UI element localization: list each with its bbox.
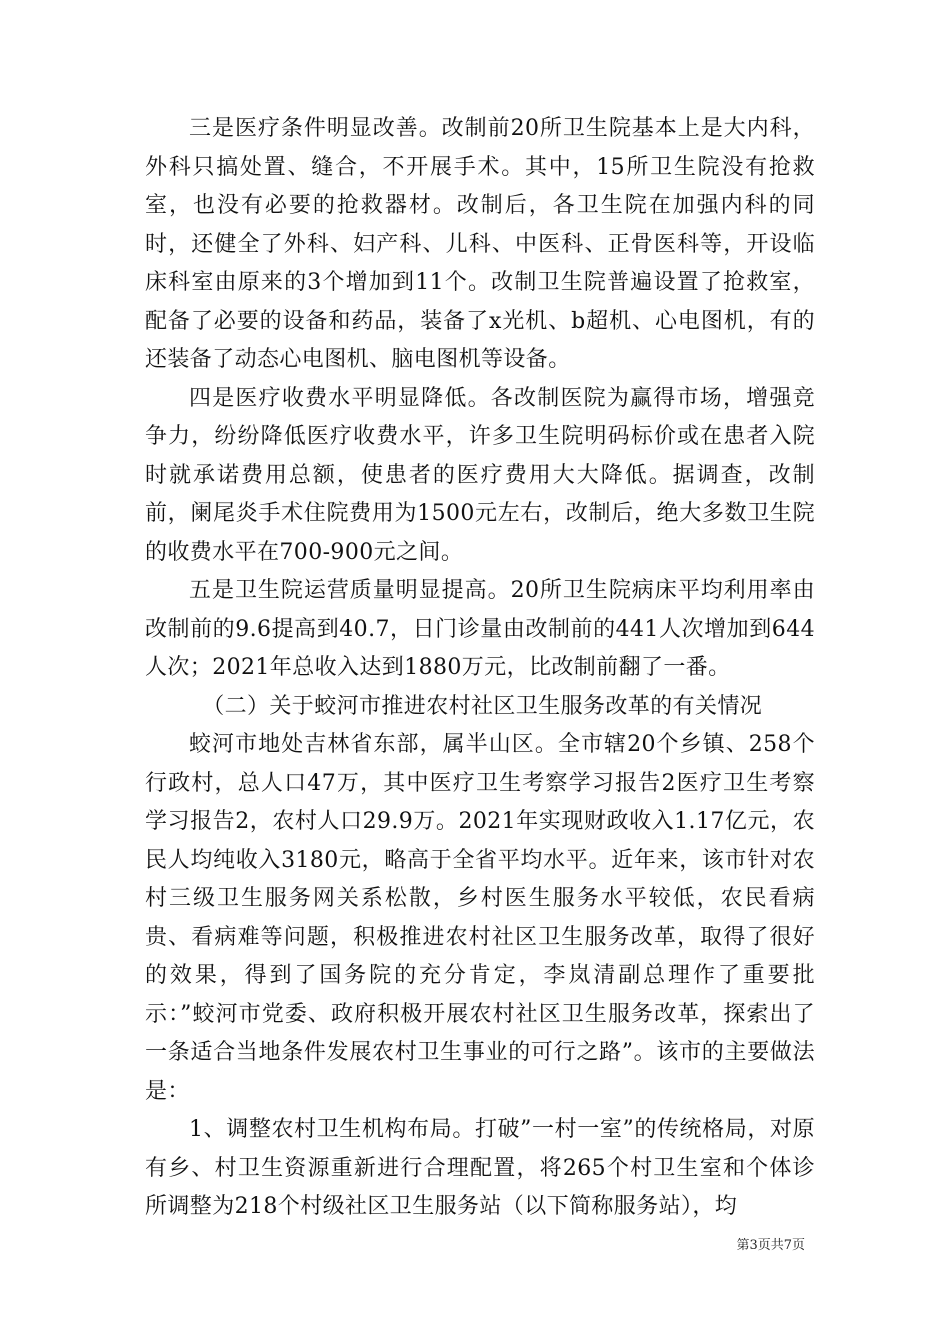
- page-footer: 第3页共7页: [736, 1238, 805, 1253]
- paragraph-adjust-layout: 1、调整农村卫生机构布局。打破”一村一室”的传统格局，对原有乡、村卫生资源重新进行合理配置，将265个村卫生室和个体诊所调整为218个村级社区卫生服务站（以下简称服务站），均: [145, 1117, 815, 1219]
- document-body: [145, 110, 815, 1227]
- paragraph-operation-quality: 五是卫生院运营质量明显提高。20所卫生院病床平均利用率由改制前的9.6提高到40.7，日门诊量由改制前的441人次增加到644人次；2021年总收入达到1880万元，比改制前翻了一番。: [145, 578, 815, 680]
- section-subheading: （二）关于蛟河市推进农村社区卫生服务改革的有关情况: [202, 693, 763, 719]
- paragraph-jiaohe-overview: 蛟河市地处吉林省东部，属半山区。全市辖20个乡镇、258个行政村，总人口47万，其中医疗卫生考察学习报告2医疗卫生考察学习报告2，农村人口29.9万。2021年实现财政收入1.17亿元，农民人均纯收入3180元，略高于全省平均水平。近年来，该市针对农村三级卫生服务网关系松散，乡村医生服务水平较低，农民看病贵、看病难等问题，积极推进农村社区卫生服务改革，取得了很好的效果，得到了国务院的充分肯定，李岚清副总理作了重要批示：”蛟河市党委、政府积极开展农村社区卫生服务改革，探索出了一条适合当地条件发展农村卫生事业的可行之路”。该市的主要做法是：: [145, 732, 815, 1104]
- paragraph-medical-conditions: 三是医疗条件明显改善。改制前20所卫生院基本上是大内科，外科只搞处置、缝合，不开展手术。其中，15所卫生院没有抢救室，也没有必要的抢救器材。改制后，各卫生院在加强内科的同时，还健全了外科、妇产科、儿科、中医科、正骨医科等，开设临床科室由原来的3个增加到11个。改制卫生院普遍设置了抢救室，配备了必要的设备和药品，装备了x光机、b超机、心电图机，有的还装备了动态心电图机、脑电图机等设备。: [145, 116, 815, 372]
- paragraph-medical-fees: 四是医疗收费水平明显降低。各改制医院为赢得市场，增强竞争力，纷纷降低医疗收费水平，许多卫生院明码标价或在患者入院时就承诺费用总额，使患者的医疗费用大大降低。据调查，改制前，阑尾炎手术住院费用为1500元左右，改制后，绝大多数卫生院的收费水平在700-900元之间。: [145, 385, 815, 565]
